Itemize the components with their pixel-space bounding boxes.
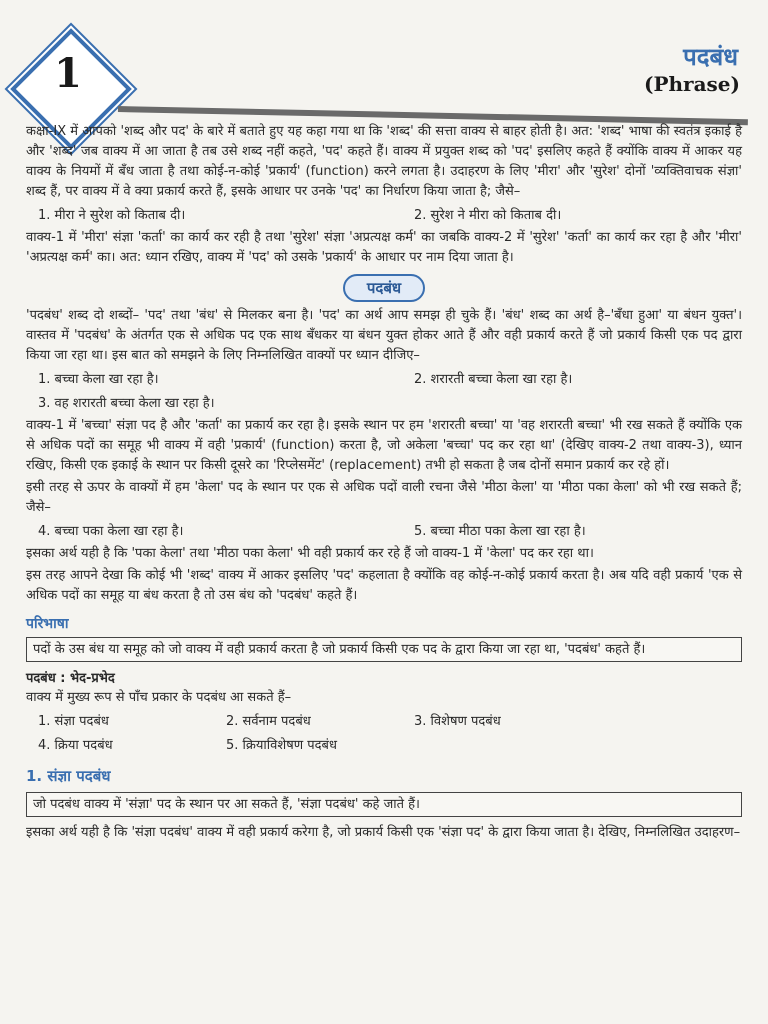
- example-1: 1. मीरा ने सुरेश को किताब दी।: [38, 208, 186, 223]
- intro-paragraph: कक्षा-IX में आपको 'शब्द और पद' के बारे में बताते हुए यह कहा गया था कि 'शब्द' की सत्ता वाक्य से बाहर होती है। अत: 'शब्द' भाषा की स्वतंत्र इकाई है और 'शब्द' जब वाक्य में आ जाता है तब उसे शब्द नहीं कहते, 'पद' कहते हैं। वाक्य में प्रयुक्त शब्द को 'पद' इसलिए कहते हैं क्योंकि वाक्य में आकर यह वाक्य के नियमों में बँध जाता है तथा कोई-न-कोई 'प्रकार्य' (function) करने लगता है। उदाहरण के लिए 'मीरा' और 'सुरेश' दोनों 'व्यक्तिवाचक संज्ञा' शब्द हैं, पर वाक्य में वे क्या प्रकार्य करते हैं, इसके आधार पर उनके 'पद' का निर्धारण किया जाता है; जैसे–: [26, 124, 742, 199]
- chapter-title-hindi: पदबंध: [683, 43, 738, 71]
- type-item: 3. विशेषण पदबंध: [414, 714, 501, 729]
- paragraph-last: इसका अर्थ यही है कि 'संज्ञा पदबंध' वाक्य में वही प्रकार्य करेगा है, जो प्रकार्य किसी एक 'संज्ञा पद' के द्वारा किया जाता है। देखिए, निम्नलिखित उदाहरण–: [26, 825, 741, 840]
- types-row: [38, 712, 742, 732]
- chapter-title-english: (Phrase): [644, 72, 740, 96]
- paragraph-6: इसका अर्थ यही है कि 'पका केला' तथा 'मीठा पका केला' भी वही प्रकार्य कर रहे हैं जो वाक्य-1 में 'केला' पद कर रहा था।: [26, 546, 594, 561]
- definition-box: पदों के उस बंध या समूह को जो वाक्य में वही प्रकार्य करता है जो प्रकार्य किसी एक पद के द्वारा किया जा रहा था, 'पदबंध' कहते हैं।: [26, 637, 742, 662]
- types-intro: वाक्य में मुख्य रूप से पाँच प्रकार के पदबंध आ सकते हैं–: [26, 690, 292, 705]
- example-4: 4. बच्चा पका केला खा रहा है।: [38, 524, 184, 539]
- example-3: 3. वह शरारती बच्चा केला खा रहा है।: [38, 396, 215, 411]
- example-2: 2. शरारती बच्चा केला खा रहा है।: [414, 372, 573, 387]
- example-1: 1. बच्चा केला खा रहा है।: [38, 372, 159, 387]
- section-heading-pill: पदबंध: [343, 274, 425, 302]
- definition-title: परिभाषा: [26, 616, 69, 632]
- chapter-number: 1: [54, 50, 82, 97]
- example-5: 5. बच्चा मीठा पका केला खा रहा है।: [414, 524, 586, 539]
- noun-phrase-box: जो पदबंध वाक्य में 'संज्ञा' पद के स्थान पर आ सकते हैं, 'संज्ञा पदबंध' कहे जाते हैं।: [26, 792, 742, 817]
- paragraph-7: इस तरह आपने देखा कि कोई भी 'शब्द' वाक्य में आकर इसलिए 'पद' कहलाता है क्योंकि वह कोई-न-कोई प्रकार्य करता है। अब यदि वही प्रकार्य 'एक से अधिक पदों का समूह या बंध करता है तो उस बंध को 'पदबंध' कहते हैं।: [26, 568, 742, 603]
- example-2: 2. सुरेश ने मीरा को किताब दी।: [414, 208, 562, 223]
- example-row: [38, 522, 742, 542]
- type-item: 2. सर्वनाम पदबंध: [226, 714, 311, 729]
- noun-phrase-title: 1. संज्ञा पदबंध: [26, 767, 111, 785]
- type-item: 5. क्रियाविशेषण पदबंध: [226, 738, 337, 753]
- type-item: 4. क्रिया पदबंध: [38, 738, 113, 753]
- example-row: [38, 370, 742, 390]
- paragraph-4: वाक्य-1 में 'बच्चा' संज्ञा पद है और 'कर्ता' का प्रकार्य कर रहा है। इसके स्थान पर हम 'शरारती बच्चा' या 'वह शरारती बच्चा' भी रख सकते हैं क्योंकि एक से अधिक पदों का समूह भी वाक्य में वही 'प्रकार्य' (function) करता है, जो अकेला 'बच्चा' पद कर रहा था' (देखिए वाक्य-2 तथा वाक्य-3), ध्यान रखिए, किसी एक इकाई के स्थान पर किसी दूसरे का 'रिप्लेसमेंट' (replacement) तभी हो सकता है जब दोनों समान प्रकार्य कर रहे हों।: [26, 418, 742, 473]
- section-heading-wrap: [26, 274, 742, 302]
- example-row: [38, 394, 742, 414]
- paragraph-3: 'पदबंध' शब्द दो शब्दों– 'पद' तथा 'बंध' से मिलकर बना है। 'पद' का अर्थ आप समझ ही चुके हैं। 'बंध' शब्द का अर्थ है–'बँधा हुआ' या बंधन युक्त'। वास्तव में 'पदबंध' के अंतर्गत एक से अधिक पद एक साथ बँधकर या बंधन युक्त होकर आते हैं और वही प्रकार्य करते हैं जो प्रकार्य किसी एक पद द्वारा किया जा रहा था। इस बात को समझने के लिए निम्नलिखित वाक्यों पर ध्यान दीजिए–: [26, 308, 742, 363]
- paragraph-5: इसी तरह से ऊपर के वाक्यों में हम 'केला' पद के स्थान पर एक से अधिक पदों वाली रचना जैसे 'मीठा केला' या 'मीठा पका केला' को भी रख सकते हैं; जैसे–: [26, 480, 742, 515]
- type-item: 1. संज्ञा पदबंध: [38, 714, 109, 729]
- example-row: [38, 206, 742, 226]
- types-title: पदबंध : भेद-प्रभेद: [26, 671, 115, 686]
- page-content: [26, 122, 742, 845]
- paragraph-2: वाक्य-1 में 'मीरा' संज्ञा 'कर्ता' का कार्य कर रही है तथा 'सुरेश' संज्ञा 'अप्रत्यक्ष कर्म' का जबकि वाक्य-2 में 'सुरेश' 'कर्ता' का कार्य कर रहा है और 'मीरा' 'अप्रत्यक्ष कर्म' का। अत: ध्यान रखिए, वाक्य में 'पद' को उसके 'प्रकार्य' के आधार पर नाम दिया जाता है।: [26, 230, 742, 265]
- types-row: [38, 736, 742, 756]
